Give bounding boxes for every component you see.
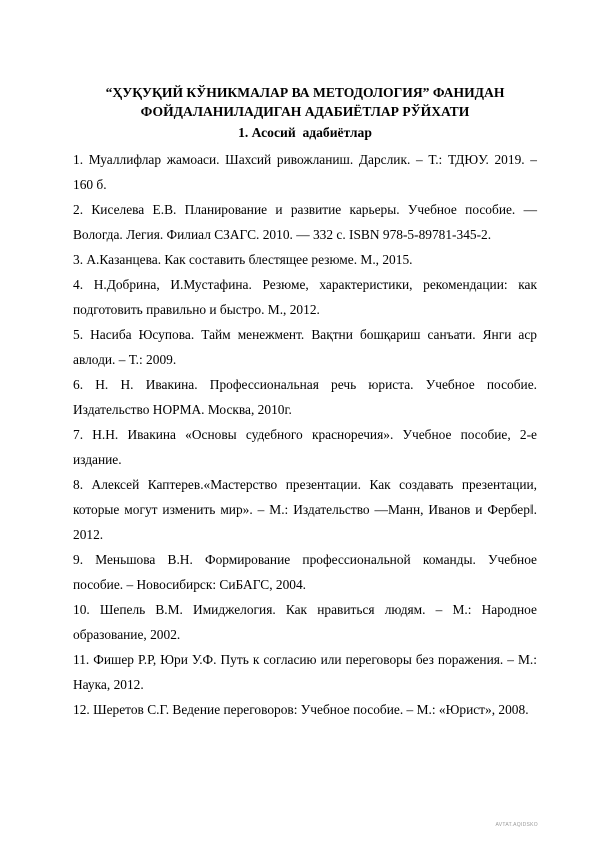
document-title-line-2: ФОЙДАЛАНИЛАДИГАН АДАБИЁТЛАР РЎЙХАТИ: [140, 104, 470, 119]
bibliography-item: 3. А.Казанцева. Как составить блестящее резюме. М., 2015.: [73, 252, 413, 267]
bibliography-item: 10. Шепель В.М. Имиджелогия. Как нравиться людям. – М.: Народное образование, 2002.: [73, 602, 537, 642]
bibliography-item: 6. Н. Н. Ивакина. Профессиональная речь юриста. Учебное пособие. Издательство НОРМА. Москва, 2010г.: [73, 377, 537, 417]
bibliography-item: 5. Насиба Юсупова. Тайм менежмент. Вақтни бошқариш санъати. Янги аср авлоди. – Т.: 2009.: [73, 327, 537, 367]
bibliography-item: 9. Меньшова В.Н. Формирование профессиональной команды. Учебное пособие. – Новосибирск: СиБАГС, 2004.: [73, 552, 537, 592]
bibliography-item: 12. Шеретов С.Г. Ведение переговоров: Учебное пособие. – М.: «Юрист», 2008.: [73, 702, 529, 717]
bibliography-item: 1. Муаллифлар жамоаси. Шахсий ривожланиш. Дарслик. – Т.: ТДЮУ. 2019. – 160 б.: [73, 152, 537, 192]
bibliography-item: 8. Алексей Каптерев.«Мастерство презентации. Как создавать презентации, которые могут изменить мир». – М.: Издательство ―Манн, Иванов и Фербер‖. 2012.: [73, 477, 537, 542]
document-title-line-1: “ҲУҚУҚИЙ КЎНИКМАЛАР ВА МЕТОДОЛОГИЯ” ФАНИДАН: [105, 85, 505, 100]
bibliography-item: 2. Киселева Е.В. Планирование и развитие карьеры. Учебное пособие. — Вологда. Легия. Филиал СЗАГС. 2010. — 332 с. ISBN 978-5-89781-345-2.: [73, 202, 537, 242]
footer-watermark: AVTAT.AQIDSKO: [495, 822, 538, 828]
bibliography-item: 7. Н.Н. Ивакина «Основы судебного красноречия». Учебное пособие, 2-е издание.: [73, 427, 537, 467]
bibliography-item: 11. Фишер Р.Р, Юри У.Ф. Путь к согласию или переговоры без поражения. – М.: Наука, 2012.: [73, 652, 537, 692]
bibliography-list: [73, 147, 537, 722]
bibliography-item: 4. Н.Добрина, И.Мустафина. Резюме, характеристики, рекомендации: как подготовить правильно и быстро. М., 2012.: [73, 277, 537, 317]
section-heading: 1. Асосий адабиётлар: [238, 125, 372, 140]
